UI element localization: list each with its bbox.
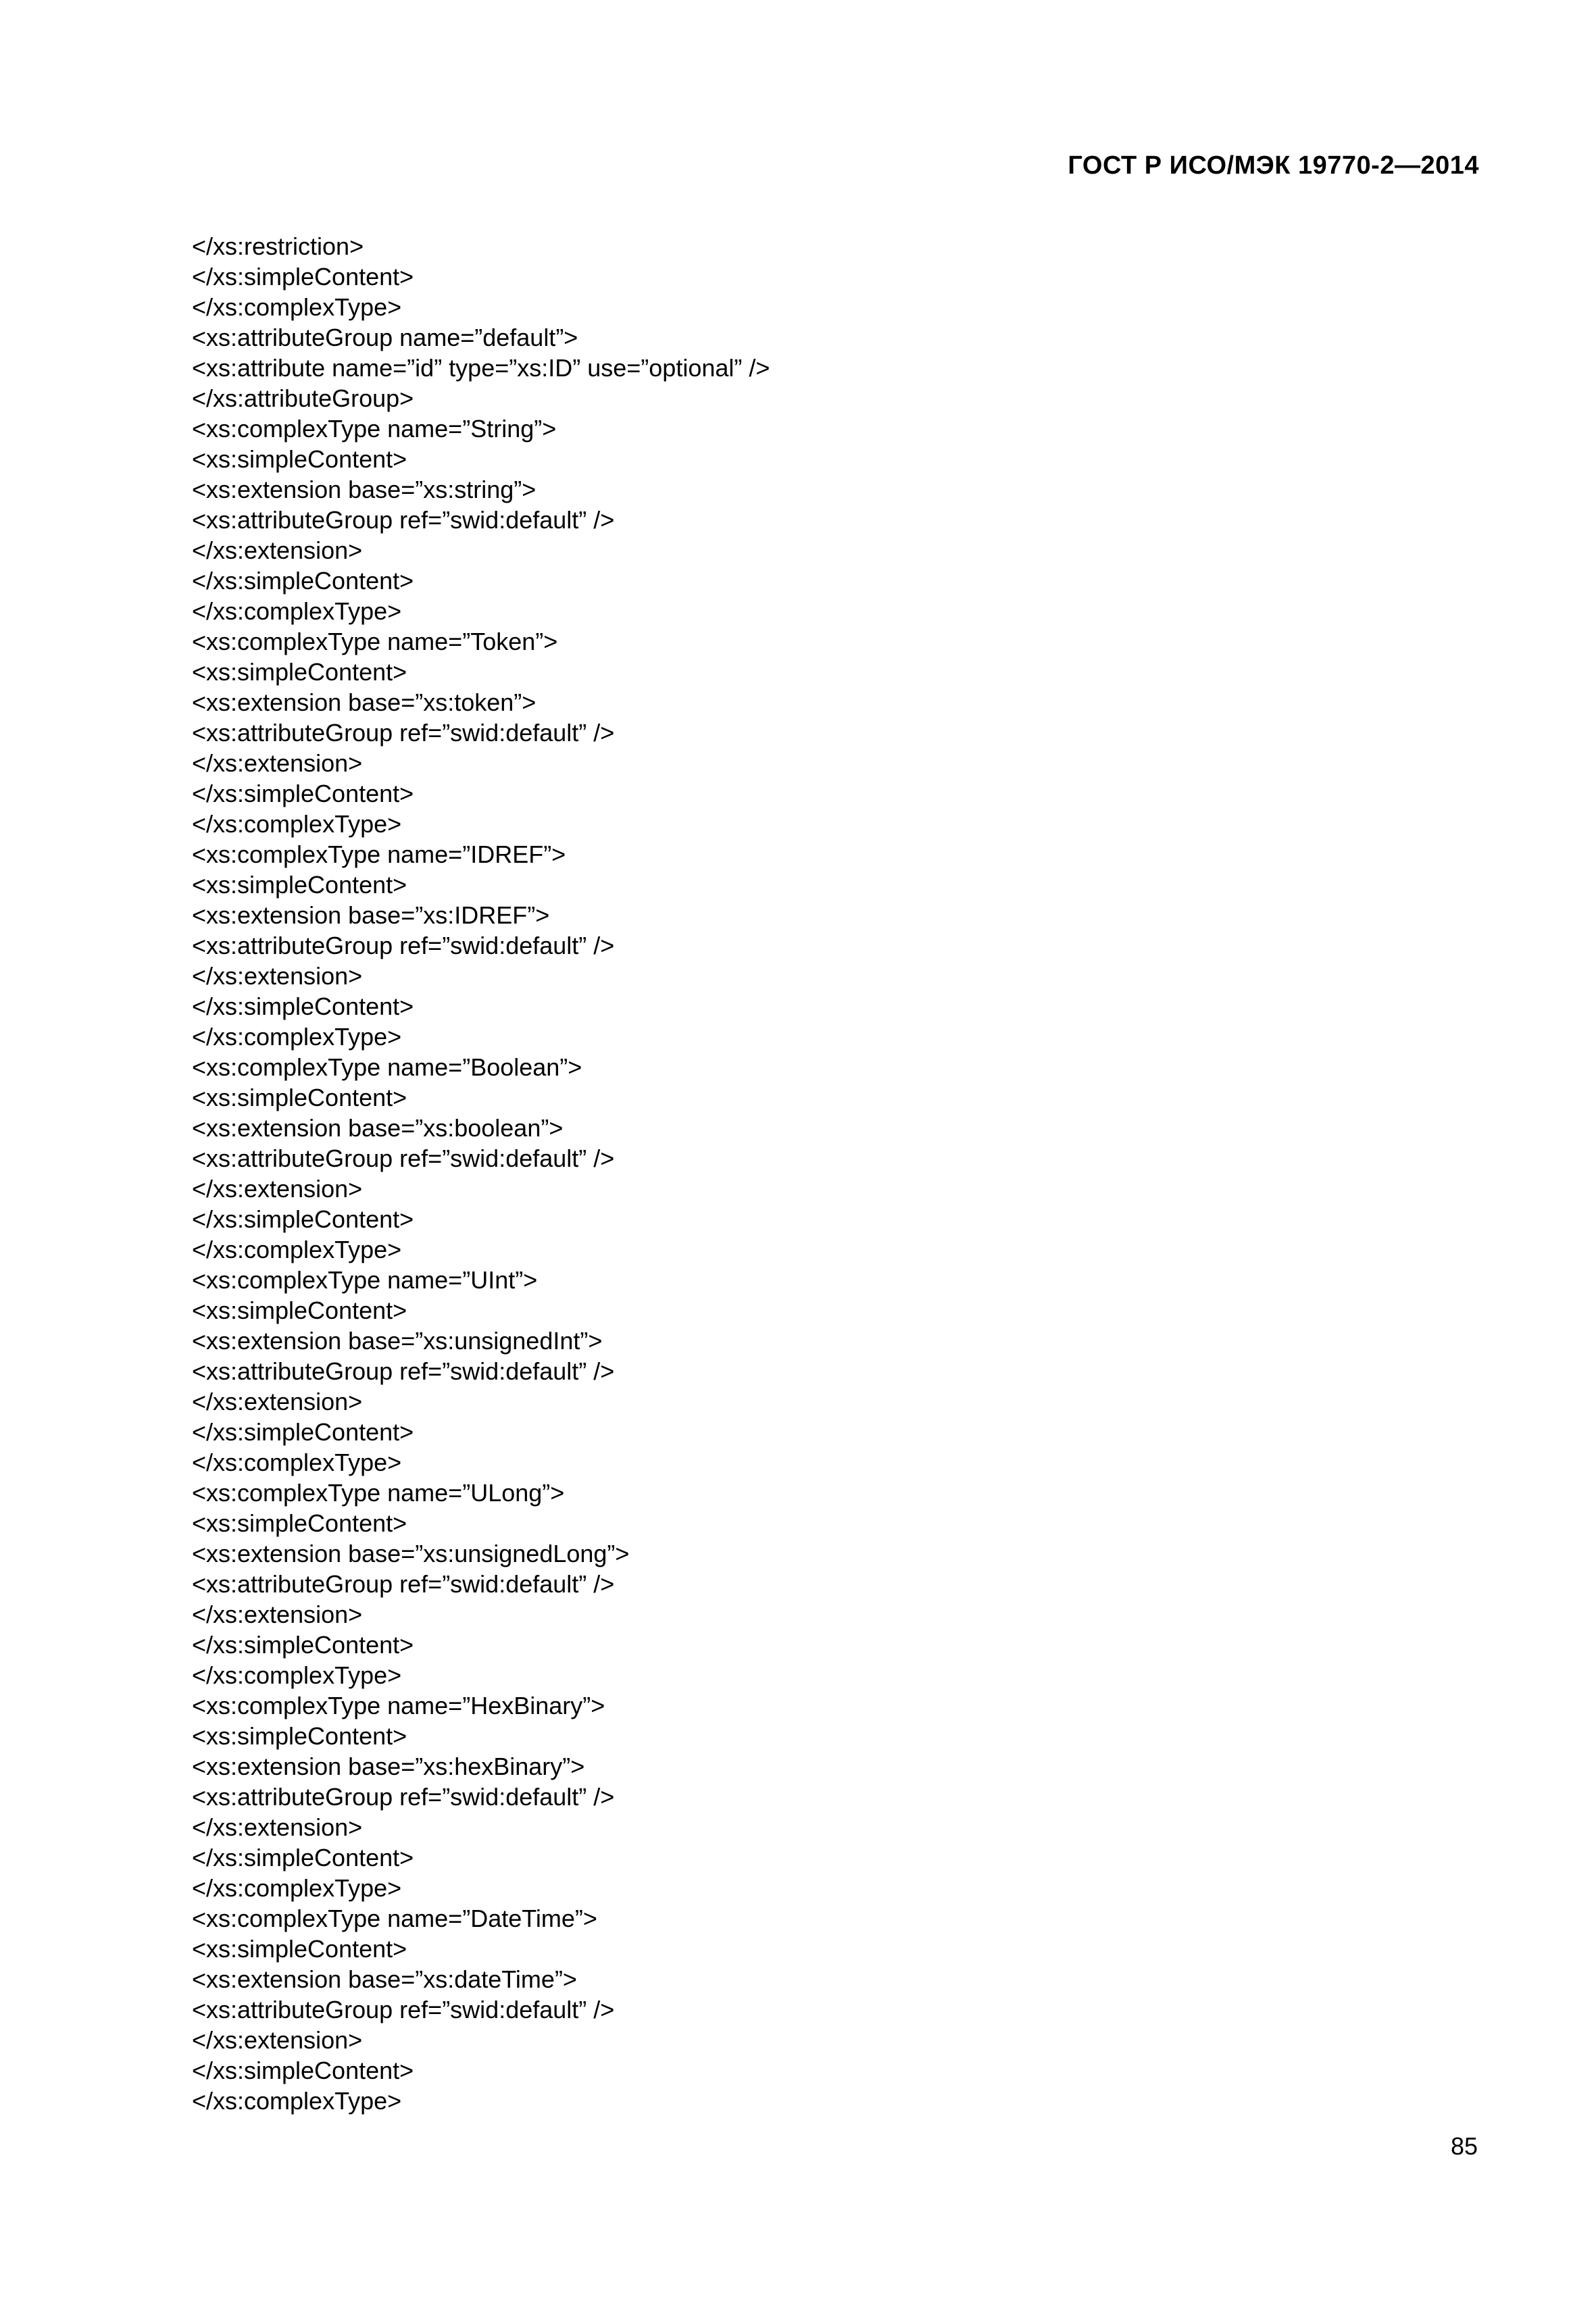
code-line: <xs:complexType name=”UInt”> [192, 1266, 538, 1294]
code-line: </xs:extension> [192, 536, 363, 564]
code-line: </xs:complexType> [192, 2087, 402, 2115]
xml-schema-code-block [192, 231, 1476, 2116]
code-line: </xs:simpleContent> [192, 1205, 414, 1233]
code-line: </xs:complexType> [192, 1023, 402, 1051]
code-line: <xs:attributeGroup ref=”swid:default” /> [192, 1570, 615, 1598]
code-line: <xs:simpleContent> [192, 1722, 407, 1750]
code-line: </xs:simpleContent> [192, 1418, 414, 1446]
code-line: </xs:simpleContent> [192, 1844, 414, 1871]
code-line: </xs:simpleContent> [192, 1631, 414, 1659]
code-line: <xs:simpleContent> [192, 871, 407, 899]
code-line: </xs:extension> [192, 1813, 363, 1841]
code-line: </xs:complexType> [192, 1236, 402, 1263]
code-line: </xs:complexType> [192, 597, 402, 625]
code-line: <xs:attributeGroup ref=”swid:default” /> [192, 1783, 615, 1811]
code-line: <xs:attributeGroup ref=”swid:default” /> [192, 1996, 615, 2023]
code-line: <xs:complexType name=”HexBinary”> [192, 1692, 605, 1719]
code-line: <xs:complexType name=”ULong”> [192, 1479, 565, 1507]
code-line: </xs:extension> [192, 2026, 363, 2054]
code-line: </xs:complexType> [192, 293, 402, 321]
code-line: </xs:complexType> [192, 810, 402, 838]
page-number: 85 [1450, 2132, 1478, 2160]
standard-title: ГОСТ Р ИСО/МЭК 19770-2—2014 [1068, 151, 1479, 180]
code-line: </xs:complexType> [192, 1874, 402, 1902]
code-line: <xs:attributeGroup ref=”swid:default” /> [192, 932, 615, 959]
code-line: <xs:simpleContent> [192, 1935, 407, 1963]
code-line: <xs:extension base=”xs:hexBinary”> [192, 1753, 585, 1780]
code-line: </xs:extension> [192, 962, 363, 990]
code-line: <xs:attributeGroup ref=”swid:default” /> [192, 719, 615, 747]
code-line: <xs:simpleContent> [192, 1509, 407, 1537]
code-line: <xs:extension base=”xs:IDREF”> [192, 901, 550, 929]
code-line: <xs:extension base=”xs:unsignedInt”> [192, 1327, 603, 1355]
code-line: <xs:simpleContent> [192, 445, 407, 473]
code-line: </xs:attributeGroup> [192, 384, 414, 412]
code-line: <xs:complexType name=”DateTime”> [192, 1905, 597, 1932]
code-line: <xs:extension base=”xs:boolean”> [192, 1114, 564, 1142]
code-line: <xs:complexType name=”IDREF”> [192, 840, 566, 868]
code-line: <xs:extension base=”xs:token”> [192, 688, 537, 716]
code-line: </xs:simpleContent> [192, 263, 414, 291]
code-line: <xs:simpleContent> [192, 658, 407, 686]
code-line: </xs:extension> [192, 1175, 363, 1203]
code-line: <xs:attributeGroup name=”default”> [192, 324, 578, 351]
code-line: </xs:simpleContent> [192, 2057, 414, 2084]
code-line: </xs:extension> [192, 1601, 363, 1628]
code-line: <xs:attribute name=”id” type=”xs:ID” use=”optional” /> [192, 354, 770, 382]
code-line: </xs:simpleContent> [192, 567, 414, 595]
code-line: <xs:extension base=”xs:unsignedLong”> [192, 1540, 630, 1567]
code-line: <xs:extension base=”xs:string”> [192, 476, 537, 503]
code-line: <xs:attributeGroup ref=”swid:default” /> [192, 1145, 615, 1172]
code-line: </xs:simpleContent> [192, 992, 414, 1020]
code-line: <xs:attributeGroup ref=”swid:default” /> [192, 1357, 615, 1385]
code-line: <xs:complexType name=”Token”> [192, 628, 558, 655]
code-line: <xs:simpleContent> [192, 1084, 407, 1111]
code-line: <xs:extension base=”xs:dateTime”> [192, 1965, 577, 1993]
code-line: <xs:attributeGroup ref=”swid:default” /> [192, 506, 615, 534]
code-line: </xs:extension> [192, 749, 363, 777]
code-line: </xs:complexType> [192, 1449, 402, 1476]
code-line: <xs:simpleContent> [192, 1297, 407, 1324]
code-line: <xs:complexType name=”String”> [192, 415, 557, 443]
code-line: </xs:complexType> [192, 1661, 402, 1689]
code-line: </xs:extension> [192, 1388, 363, 1415]
code-line: <xs:complexType name=”Boolean”> [192, 1053, 582, 1081]
code-line: </xs:restriction> [192, 232, 364, 260]
code-line: </xs:simpleContent> [192, 780, 414, 807]
